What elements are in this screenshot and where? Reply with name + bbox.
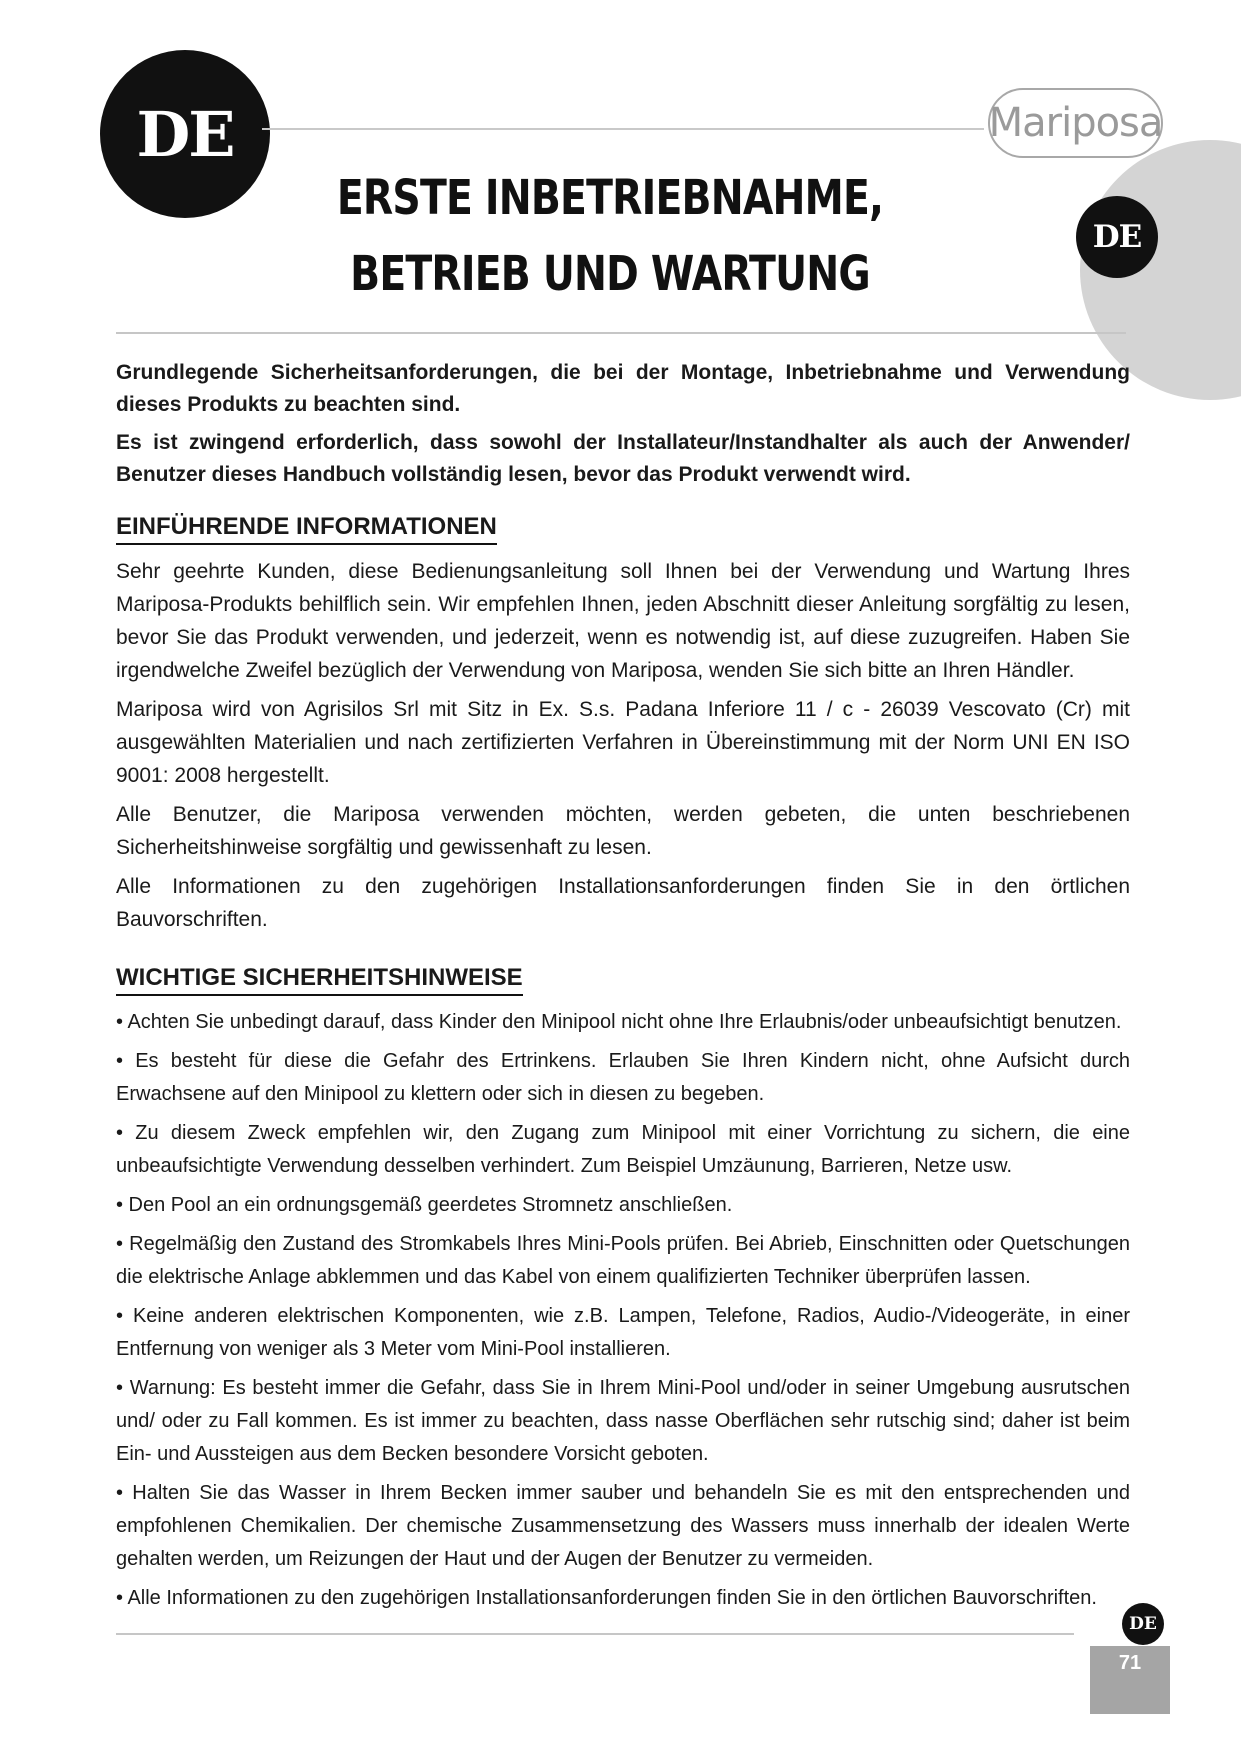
page-title (200, 160, 1020, 312)
safety-bullet: • Achten Sie unbedingt darauf, dass Kinder den Minipool nicht ohne Ihre Erlaubnis/oder unbeaufsichtigt benutzen. (116, 1011, 1122, 1033)
main-content (116, 357, 1130, 1621)
title-line-2: BETRIEB UND WARTUNG (350, 246, 870, 302)
footer-rule (116, 1633, 1074, 1635)
safety-bullet: • Den Pool an ein ordnungsgemäß geerdetes Stromnetz anschließen. (116, 1194, 733, 1216)
safety-bullet: • Regelmäßig den Zustand des Stromkabels Ihres Mini-Pools prüfen. Bei Abrieb, Einschnitten oder Quetschungen die elektrische Anlage abklemmen und das Kabel von einem qualifizierten Techniker überprüfen lassen. (116, 1233, 1130, 1288)
section-heading-introduction: EINFÜHRENDE INFORMATIONEN (116, 511, 497, 545)
body-paragraph: Mariposa wird von Agrisilos Srl mit Sitz in Ex. S.s. Padana Inferiore 11 / c - 26039 Vescovato (Cr) mit ausgewählten Materialien und nach zertifizierten Verfahren in Übereinstimmung mit der Norm UNI EN ISO 9001: 2008 hergestellt. (116, 698, 1130, 787)
intro-paragraph: Es ist zwingend erforderlich, dass sowohl der Installateur/Instandhalter als auch der Anwender/ Benutzer dieses Handbuch vollständig lesen, bevor das Produkt verwendt wird. (116, 431, 1130, 486)
language-badge-large: DE (100, 50, 270, 218)
safety-bullet: • Keine anderen elektrischen Komponenten, wie z.B. Lampen, Telefone, Radios, Audio-/Videogeräte, in einer Entfernung von weniger als 3 Meter vom Mini-Pool installieren. (116, 1305, 1130, 1360)
intro-paragraph: Grundlegende Sicherheitsanforderungen, die bei der Montage, Inbetriebnahme und Verwendung dieses Produkts zu beachten sind. (116, 361, 1130, 416)
language-badge-small: DE (1122, 1603, 1164, 1645)
safety-bullet: • Halten Sie das Wasser in Ihrem Becken immer sauber und behandeln Sie es mit den entsprechenden und empfohlenen Chemikalien. Der chemische Zusammensetzung des Wassers muss innerhalb der idealen Werte gehalten werden, um Reizungen der Haut und der Augen der Benutzer zu vermeiden. (116, 1482, 1130, 1570)
header-rule (262, 128, 984, 130)
safety-bullet: • Zu diesem Zweck empfehlen wir, den Zugang zum Minipool mit einer Vorrichtung zu sichern, die eine unbeaufsichtigte Verwendung desselben verhindert. Zum Beispiel Umzäunung, Barrieren, Netze usw. (116, 1122, 1130, 1177)
section-heading-safety: WICHTIGE SICHERHEITSHINWEISE (116, 962, 523, 996)
safety-bullet: • Alle Informationen zu den zugehörigen Installationsanforderungen finden Sie in den örtlichen Bauvorschriften. (116, 1587, 1097, 1609)
mariposa-logo: Mariposa (988, 88, 1163, 158)
title-divider (116, 332, 1126, 334)
body-paragraph: Alle Benutzer, die Mariposa verwenden möchten, werden gebeten, die unten beschriebenen Sicherheitshinweise sorgfältig und gewissenhaft zu lesen. (116, 803, 1130, 859)
title-line-1: ERSTE INBETRIEBNAHME, (336, 170, 884, 226)
language-badge-medium: DE (1076, 196, 1158, 278)
body-paragraph: Sehr geehrte Kunden, diese Bedienungsanleitung soll Ihnen bei der Verwendung und Wartung Ihres Mariposa-Produkts behilflich sein. Wir empfehlen Ihnen, jeden Abschnitt dieser Anleitung sorgfältig zu lesen, bevor Sie das Produkt verwenden, und jederzeit, wenn es notwendig ist, auf diese zuzugreifen. Haben Sie irgendwelche Zweifel bezüglich der Verwendung von Mariposa, wenden Sie sich bitte an Ihren Händler. (116, 560, 1130, 682)
safety-bullet: • Warnung: Es besteht immer die Gefahr, dass Sie in Ihrem Mini-Pool und/oder in seiner Umgebung ausrutschen und/ oder zu Fall kommen. Es ist immer zu beachten, dass nasse Oberflächen sehr rutschig sind; daher ist beim Ein- und Aussteigen aus dem Becken besondere Vorsicht geboten. (116, 1377, 1130, 1465)
page-number: 71 (1090, 1646, 1170, 1714)
safety-bullet: • Es besteht für diese die Gefahr des Ertrinkens. Erlauben Sie Ihren Kindern nicht, ohne Aufsicht durch Erwachsene auf den Minipool zu klettern oder sich in diesen zu begeben. (116, 1050, 1130, 1105)
body-paragraph: Alle Informationen zu den zugehörigen Installationsanforderungen finden Sie in den örtlichen Bauvorschriften. (116, 875, 1130, 931)
